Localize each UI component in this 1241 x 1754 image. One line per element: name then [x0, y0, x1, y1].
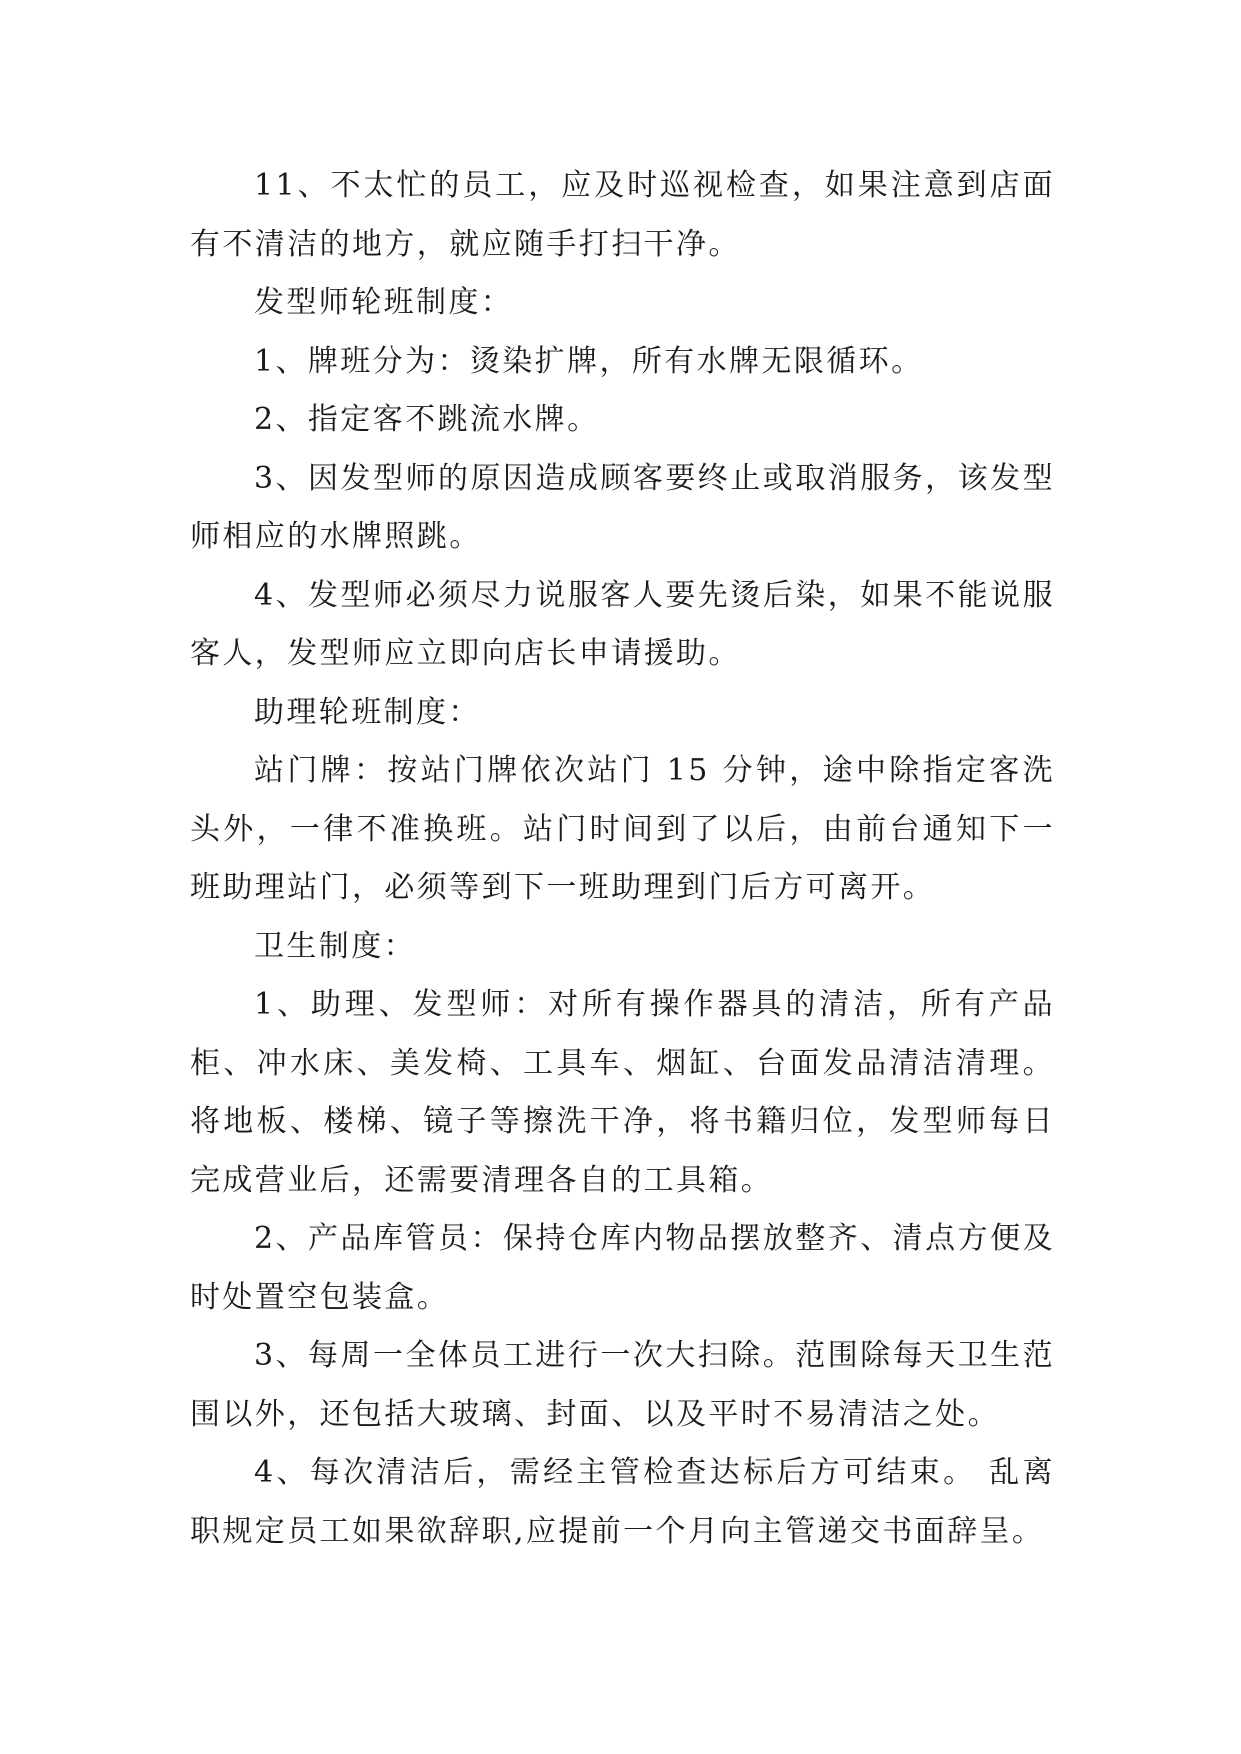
paragraph-cleaning-patrol: 11、不太忙的员工，应及时巡视检查，如果注意到店面有不清洁的地方，就应随手打扫干净。: [190, 168, 1055, 262]
paragraph-stylist-rule-4: 4、发型师必须尽力说服客人要先烫后染，如果不能说服客人，发型师应立即向店长申请援助。: [190, 577, 1055, 671]
heading-assistant-rotation: 助理轮班制度：: [254, 694, 481, 730]
heading-hygiene-rules: 卫生制度：: [254, 928, 416, 964]
paragraph-stylist-rule-2: 2、指定客不跳流水牌。: [254, 402, 600, 437]
document-body: [190, 157, 1055, 1561]
paragraph-hygiene-rule-4: 4、每次清洁后，需经主管检查达标后方可结束。 乱离职规定员工如果欲辞职,应提前一个月向主管递交书面辞呈。: [190, 1455, 1055, 1549]
paragraph-hygiene-rule-3: 3、每周一全体员工进行一次大扫除。范围除每天卫生范围以外，还包括大玻璃、封面、以及平时不易清洁之处。: [190, 1338, 1055, 1432]
paragraph-hygiene-rule-2: 2、产品库管员：保持仓库内物品摆放整齐、清点方便及时处置空包装盒。: [190, 1221, 1055, 1315]
paragraph-door-duty: 站门牌：按站门牌依次站门 15 分钟，途中除指定客洗头外，一律不准换班。站门时间到了以后，由前台通知下一班助理站门，必须等到下一班助理到门后方可离开。: [190, 753, 1055, 905]
paragraph-stylist-rule-3: 3、因发型师的原因造成顾客要终止或取消服务，该发型师相应的水牌照跳。: [190, 460, 1055, 554]
paragraph-hygiene-rule-1: 1、助理、发型师：对所有操作器具的清洁，所有产品柜、冲水床、美发椅、工具车、烟缸、台面发品清洁清理。将地板、楼梯、镜子等擦洗干净，将书籍归位，发型师每日完成营业后，还需要清理各自的工具箱。: [190, 987, 1055, 1198]
heading-stylist-rotation: 发型师轮班制度：: [254, 285, 514, 320]
paragraph-stylist-rule-1: 1、牌班分为：烫染扩牌，所有水牌无限循环。: [254, 343, 924, 379]
